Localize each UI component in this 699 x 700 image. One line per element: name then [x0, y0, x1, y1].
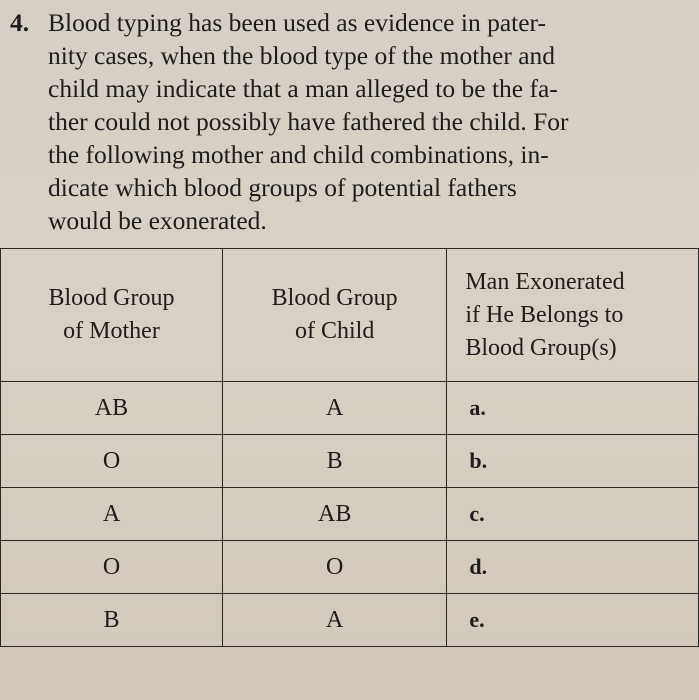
cell-child: A [223, 594, 447, 647]
blood-group-table [0, 248, 699, 647]
problem-line: would be exonerated. [48, 206, 267, 235]
cell-child: O [223, 541, 447, 594]
header-text: of Mother [63, 318, 160, 344]
header-text: Blood Group [271, 285, 398, 311]
table-row [1, 435, 699, 488]
cell-mother: O [1, 541, 223, 594]
header-text: Blood Group [48, 285, 175, 311]
table-row [1, 594, 699, 647]
problem-line: nity cases, when the blood type of the mother and [48, 41, 556, 70]
cell-mother: B [1, 594, 223, 647]
cell-answer: c. [447, 488, 699, 541]
header-text: if He Belongs to [465, 301, 624, 328]
problem-line: the following mother and child combinations, in- [48, 140, 549, 169]
cell-mother: AB [1, 382, 223, 435]
problem-line: child may indicate that a man alleged to be the fa- [48, 74, 558, 103]
cell-child: B [223, 435, 447, 488]
header-text: Man Exonerated [465, 268, 625, 295]
cell-answer: d. [447, 541, 699, 594]
table-row [1, 541, 699, 594]
table-header-row [1, 249, 699, 382]
cell-answer: a. [447, 382, 699, 435]
problem-number: 4. [10, 8, 30, 37]
header-child [223, 249, 447, 382]
problem-line: Blood typing has been used as evidence in pater- [48, 8, 547, 37]
table-row [1, 382, 699, 435]
problem-line: dicate which blood groups of potential fathers [48, 173, 517, 202]
cell-mother: A [1, 488, 223, 541]
cell-mother: O [1, 435, 223, 488]
cell-child: A [223, 382, 447, 435]
header-man-exonerated [447, 249, 699, 382]
header-mother [1, 249, 223, 382]
problem-line: ther could not possibly have fathered the child. For [48, 107, 569, 136]
cell-answer: e. [447, 594, 699, 647]
cell-answer: b. [447, 435, 699, 488]
table-row [1, 488, 699, 541]
header-text: of Child [295, 318, 375, 344]
cell-child: AB [223, 488, 447, 541]
header-text: Blood Group(s) [465, 334, 617, 361]
